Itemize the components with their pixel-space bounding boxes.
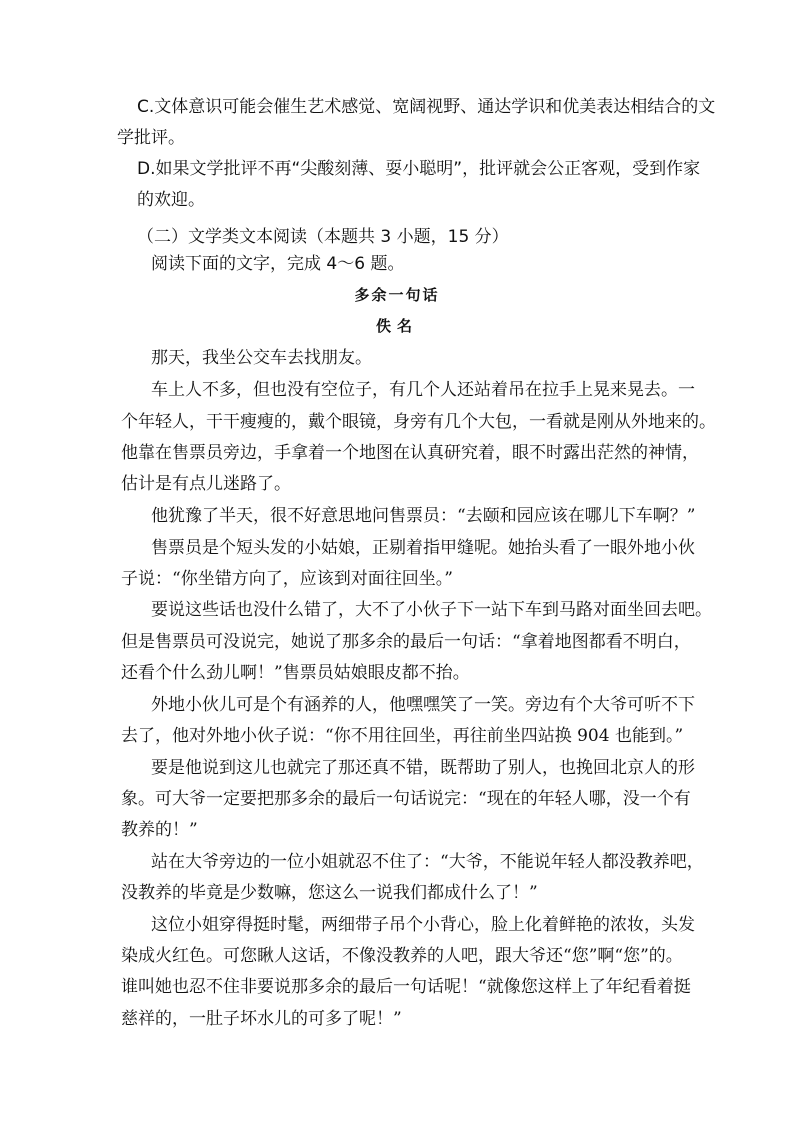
story-line: 他靠在售票员旁边，手拿着一个地图在认真研究着，眼不时露出茫然的神情， [121,443,699,463]
option-c-line-2: 学批评。 [117,128,185,148]
story-line: 站在大爷旁边的一位小姐就忍不住了：“大爷，不能说年轻人都没教养吧， [151,852,704,872]
story-line: 他犹豫了半天，很不好意思地问售票员：“去颐和园应该在哪儿下车啊？” [151,506,696,526]
story-line: 教养的！” [121,820,198,840]
story-line: 那天，我坐公交车去找朋友。 [151,348,372,368]
option-c-line-1: C.文体意识可能会催生艺术感觉、宽阔视野、通达学识和优美表达相结合的文 [137,97,716,117]
story-line: 估计是有点儿迷路了。 [121,474,291,494]
option-d-line-1: D.如果文学批评不再“尖酸刻薄、耍小聪明”，批评就会公正客观，受到作家 [137,159,701,179]
story-author: 佚名 [375,317,418,335]
story-line: 要说这些话也没什么错了，大不了小伙子下一站下车到马路对面坐回去吧。 [151,600,712,620]
story-line: 车上人不多，但也没有空位子，有几个人还站着吊在拉手上晃来晃去。一 [151,380,695,400]
story-line: 要是他说到这儿也就完了那还真不错，既帮助了别人，也挽回北京人的形 [151,758,695,778]
story-line: 没教养的毕竟是少数嘛，您这么一说我们都成什么了！” [121,883,538,903]
option-d-line-2: 的欢迎。 [137,190,205,210]
story-title: 多余一句话 [354,286,440,304]
story-line: 但是售票员可没说完，她说了那多余的最后一句话：“拿着地图都看不明白， [121,632,691,652]
story-line: 个年轻人，干干瘦瘦的，戴个眼镜，身旁有几个大包，一看就是刚从外地来的。 [121,412,716,432]
story-line: 象。可大爷一定要把那多余的最后一句话说完：“现在的年轻人哪，没一个有 [121,789,691,809]
story-line: 还看个什么劲儿啊！”售票员姑娘眼皮都不抬。 [121,663,470,683]
story-line: 售票员是个短头发的小姑娘，正剔着指甲缝呢。她抬头看了一眼外地小伙 [151,538,695,558]
story-line: 子说：“你坐错方向了，应该到对面往回坐。” [121,569,453,589]
story-line: 慈祥的，一肚子坏水儿的可多了呢！” [121,1009,402,1029]
section-instruction: 阅读下面的文字，完成 4～6 题。 [151,254,405,274]
story-line: 外地小伙儿可是个有涵养的人，他嘿嘿笑了一笑。旁边有个大爷可听不下 [151,695,695,715]
story-line: 这位小姐穿得挺时髦，两细带子吊个小背心，脸上化着鲜艳的浓妆，头发 [151,915,695,935]
story-line: 染成火红色。可您瞅人这话，不像没教养的人吧，跟大爷还“您”啊“您”的。 [121,946,683,966]
story-line: 谁叫她也忍不住非要说那多余的最后一句话呢！“就像您这样上了年纪看着挺 [121,977,691,997]
section-heading: （二）文学类文本阅读（本题共 3 小题，15 分） [137,227,509,247]
story-line: 去了，他对外地小伙子说：“你不用往回坐，再往前坐四站换 904 也能到。” [121,726,684,746]
